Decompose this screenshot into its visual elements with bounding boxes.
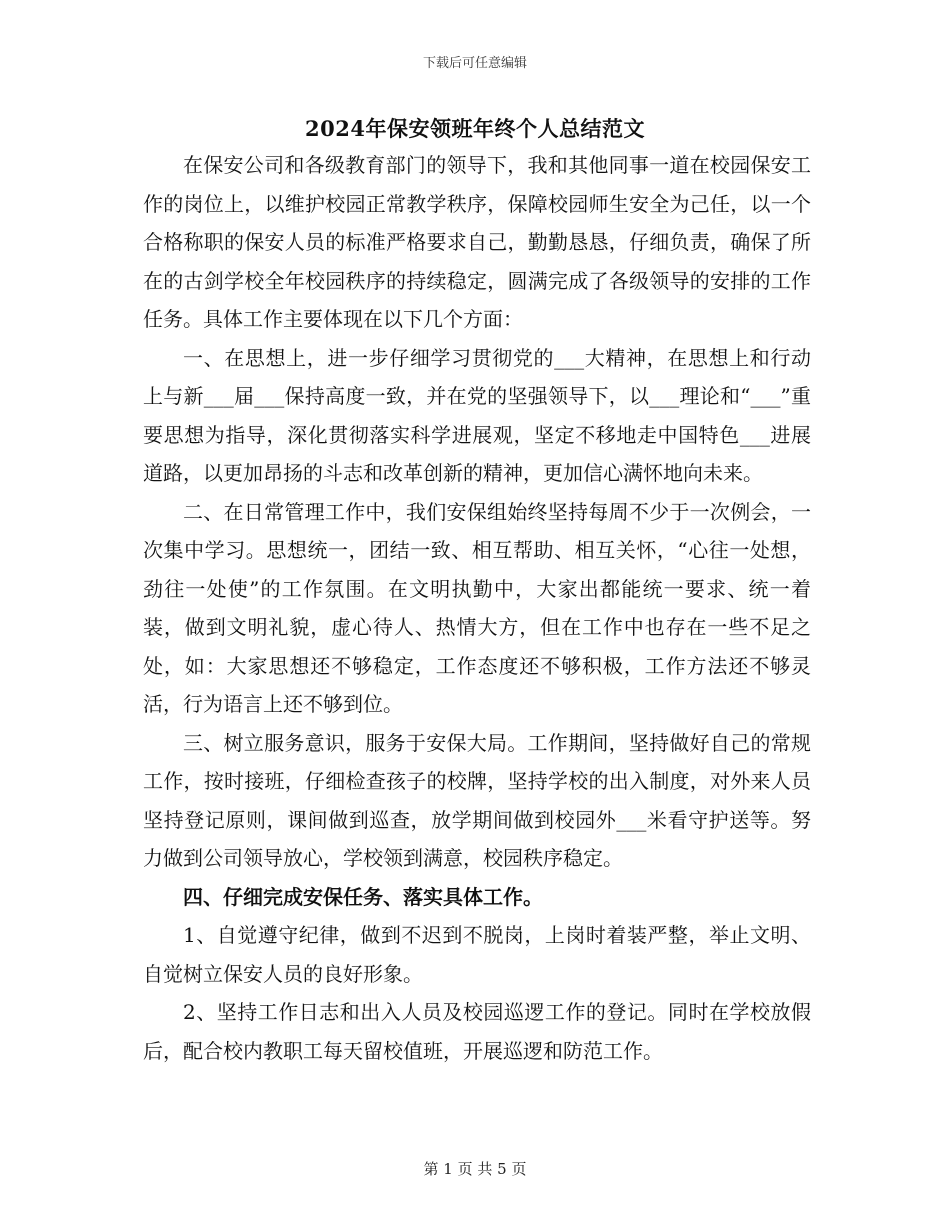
document-title: 2024年保安领班年终个人总结范文 [305, 116, 645, 141]
section-4-heading: 四、仔细完成安保任务、落实具体工作。 [183, 884, 543, 909]
paragraph-intro: 在保安公司和各级教育部门的领导下，我和其他同事一道在校园保安工作的岗位上，以维护校园正常教学秩序，保障校园师生安全为己任，以一个合格称职的保安人员的标准严格要求自己，勤勤恳恳，仔细负责，确保了所在的古剑学校全年校园秩序的持续稳定，圆满完成了各级领导的安排的工作任务。具体工作主要体现在以下几个方面： [143, 153, 811, 331]
paragraph-section-1: 一、在思想上，进一步仔细学习贯彻党的___大精神，在思想上和行动上与新___届___保持高度一致，并在党的坚强领导下，以___理论和“___”重要思想为指导，深化贯彻落实科学进展观，坚定不移地走中国特色___进展道路，以更加昂扬的斗志和改革创新的精神，更加信心满怀地向未来。 [143, 345, 811, 485]
paragraph-section-3: 三、树立服务意识，服务于安保大局。工作期间，坚持做好自己的常规工作，按时接班，仔细检查孩子的校牌，坚持学校的出入制度，对外来人员坚持登记原则，课间做到巡查，放学期间做到校园外___米看守护送等。努力做到公司领导放心，学校领到满意，校园秩序稳定。 [143, 730, 811, 870]
paragraph-item-1: 1、自觉遵守纪律，做到不迟到不脱岗，上岗时着装严整，举止文明、自觉树立保安人员的良好形象。 [143, 923, 811, 986]
page-footer: 第 1 页 共 5 页 [423, 1160, 527, 1178]
document-body [143, 146, 811, 1070]
header-note: 下载后可任意编辑 [422, 56, 527, 71]
paragraph-section-2: 二、在日常管理工作中，我们安保组始终坚持每周不少于一次例会，一次集中学习。思想统一，团结一致、相互帮助、相互关怀，“心往一处想，劲往一处使”的工作氛围。在文明执勤中，大家出都能统一要求、统一着装，做到文明礼貌，虚心待人、热情大方，但在工作中也存在一些不足之处，如：大家思想还不够稳定，工作态度还不够积极，工作方法还不够灵活，行为语言上还不够到位。 [143, 499, 811, 716]
paragraph-item-2: 2、坚持工作日志和出入人员及校园巡逻工作的登记。同时在学校放假后，配合校内教职工每天留校值班，开展巡逻和防范工作。 [143, 1000, 811, 1063]
